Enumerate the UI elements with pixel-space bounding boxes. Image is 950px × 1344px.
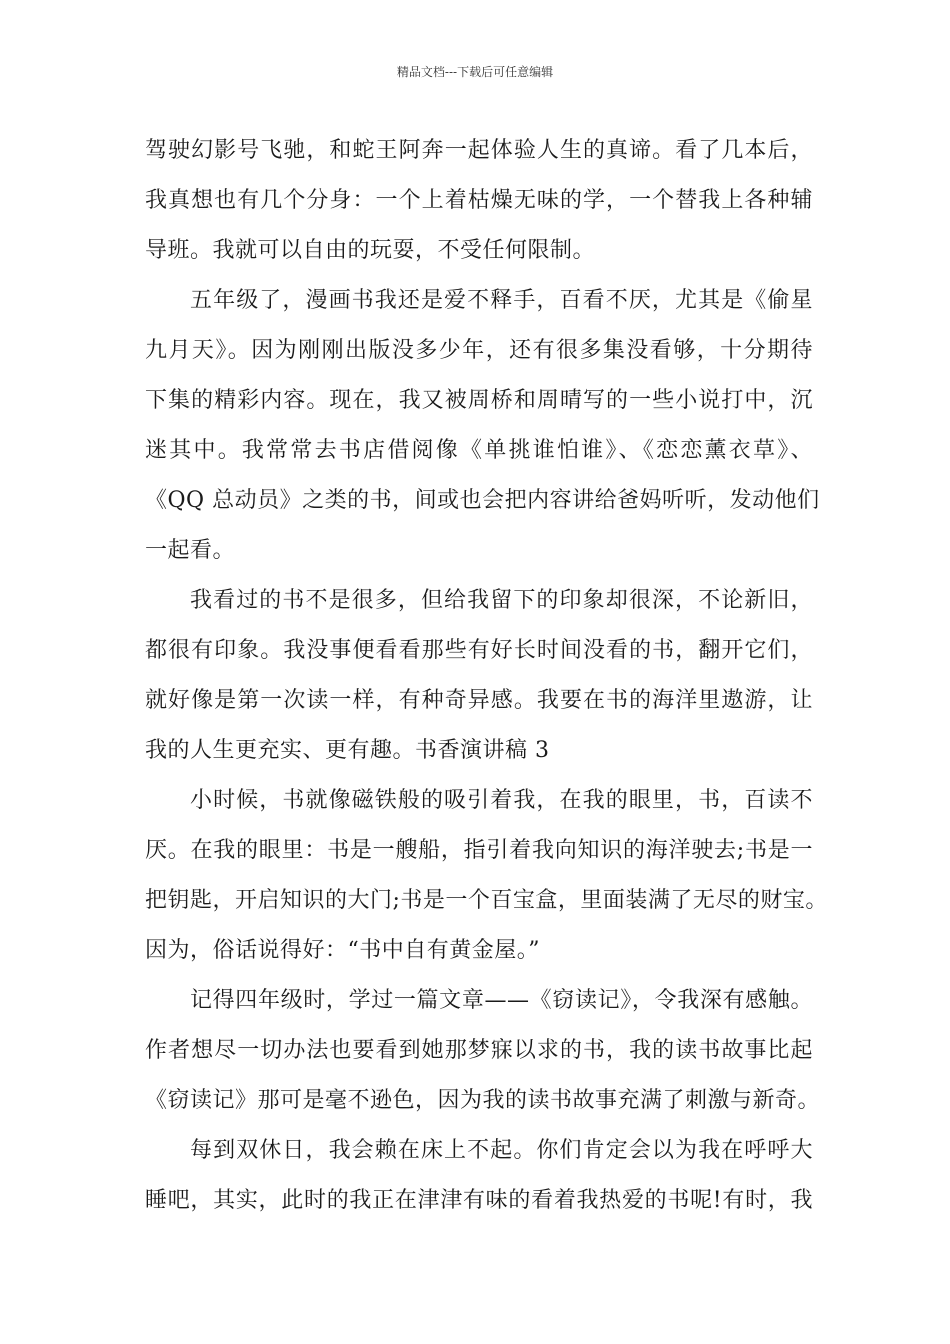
text-line: 迷其中。我常常去书店借阅像《单挑谁怕谁》、《恋恋薰衣草》、 xyxy=(145,438,813,463)
text-line: 睡吧，其实，此时的我正在津津有味的看着我热爱的书呢!有时，我 xyxy=(145,1188,813,1213)
text-line: 小时候，书就像磁铁般的吸引着我，在我的眼里，书，百读不 xyxy=(190,788,813,813)
text-line: 下集的精彩内容。现在，我又被周桥和周晴写的一些小说打中，沉 xyxy=(145,388,813,413)
page-header: 精品文档---下载后可任意编辑 xyxy=(396,65,554,79)
text-line: 驾驶幻影号飞驰，和蛇王阿奔一起体验人生的真谛。看了几本后， xyxy=(145,138,813,163)
text-line: 《窃读记》那可是毫不逊色，因为我的读书故事充满了刺激与新奇。 xyxy=(145,1088,821,1113)
text-line: 《QQ 总动员》之类的书，间或也会把内容讲给爸妈听听，发动他们 xyxy=(145,488,820,513)
text-line: 作者想尽一切办法也要看到她那梦寐以求的书，我的读书故事比起 xyxy=(145,1038,813,1063)
text-line: 记得四年级时，学过一篇文章——《窃读记》，令我深有感触。 xyxy=(190,988,813,1013)
text-line: 每到双休日，我会赖在床上不起。你们肯定会以为我在呼呼大 xyxy=(190,1138,813,1163)
text-line: 导班。我就可以自由的玩耍，不受任何限制。 xyxy=(145,238,596,263)
text-line: 因为，俗话说得好：“书中自有黄金屋。” xyxy=(145,938,540,963)
text-line: 九月天》。因为刚刚出版没多少年，还有很多集没看够，十分期待 xyxy=(145,338,813,363)
text-line: 五年级了，漫画书我还是爱不释手，百看不厌，尤其是《偷星 xyxy=(190,288,813,313)
text-line: 就好像是第一次读一样，有种奇异感。我要在书的海洋里遨游，让 xyxy=(145,688,813,713)
body-text xyxy=(145,126,828,1226)
text-line: 都很有印象。我没事便看看那些有好长时间没看的书，翻开它们， xyxy=(145,638,813,663)
text-line: 我的人生更充实、更有趣。书香演讲稿 3 xyxy=(145,738,550,763)
text-line: 把钥匙，开启知识的大门;书是一个百宝盒，里面装满了无尽的财宝。 xyxy=(145,888,828,913)
text-line: 一起看。 xyxy=(145,538,236,563)
text-line: 我真想也有几个分身：一个上着枯燥无味的学，一个替我上各种辅 xyxy=(145,188,813,213)
text-line: 厌。在我的眼里：书是一艘船，指引着我向知识的海洋驶去;书是一 xyxy=(145,838,813,863)
text-line: 我看过的书不是很多，但给我留下的印象却很深，不论新旧， xyxy=(190,588,813,613)
